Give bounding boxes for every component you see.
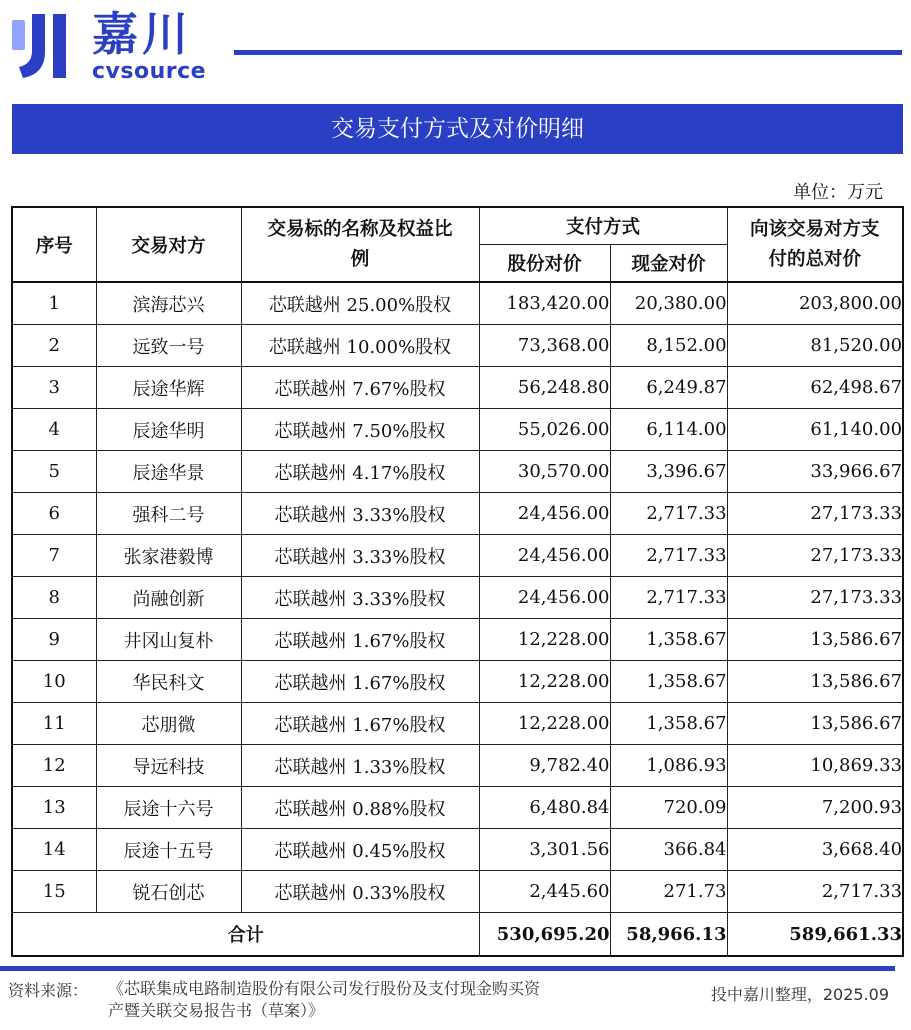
table-row [12, 451, 903, 493]
row-seq: 9 [12, 619, 96, 661]
row-share: 6,480.84 [479, 787, 610, 829]
total-row [12, 913, 903, 957]
row-cash: 2,717.33 [610, 577, 727, 619]
row-share: 24,456.00 [479, 577, 610, 619]
row-seq: 4 [12, 409, 96, 451]
row-cash: 6,249.87 [610, 367, 727, 409]
row-subject: 芯联越州 25.00%股权 [241, 282, 479, 325]
row-subject: 芯联越州 7.67%股权 [241, 367, 479, 409]
row-seq: 14 [12, 829, 96, 871]
row-cash: 6,114.00 [610, 409, 727, 451]
row-total: 27,173.33 [727, 493, 903, 535]
row-cash: 366.84 [610, 829, 727, 871]
logo-english-text: cvsource [92, 59, 207, 84]
row-share: 12,228.00 [479, 703, 610, 745]
row-seq: 15 [12, 871, 96, 913]
row-counterparty: 辰途华辉 [96, 367, 241, 409]
row-counterparty: 辰途十五号 [96, 829, 241, 871]
row-total: 10,869.33 [727, 745, 903, 787]
row-total: 13,586.67 [727, 619, 903, 661]
row-subject: 芯联越州 1.33%股权 [241, 745, 479, 787]
source-label: 资料来源： [8, 981, 89, 1000]
row-seq: 13 [12, 787, 96, 829]
row-total: 13,586.67 [727, 703, 903, 745]
row-total: 27,173.33 [727, 577, 903, 619]
total-share: 530,695.20 [479, 913, 610, 957]
row-share: 12,228.00 [479, 661, 610, 703]
row-subject: 芯联越州 4.17%股权 [241, 451, 479, 493]
row-share: 56,248.80 [479, 367, 610, 409]
row-share: 3,301.56 [479, 829, 610, 871]
row-seq: 11 [12, 703, 96, 745]
row-seq: 2 [12, 325, 96, 367]
row-total: 62,498.67 [727, 367, 903, 409]
row-share: 2,445.60 [479, 871, 610, 913]
source-credit: 投中嘉川整理，2025.09 [710, 985, 889, 1004]
row-cash: 2,717.33 [610, 535, 727, 577]
row-cash: 3,396.67 [610, 451, 727, 493]
total-cash: 58,966.13 [610, 913, 727, 957]
unit-label: 单位：万元 [793, 182, 883, 203]
row-counterparty: 尚融创新 [96, 577, 241, 619]
table-row [12, 367, 903, 409]
table-row [12, 493, 903, 535]
table-row [12, 619, 903, 661]
total-total: 589,661.33 [727, 913, 903, 957]
row-total: 2,717.33 [727, 871, 903, 913]
header-divider [234, 50, 902, 55]
total-label: 合计 [12, 913, 479, 957]
header-share: 股份对价 [479, 245, 610, 283]
row-share: 24,456.00 [479, 493, 610, 535]
row-subject: 芯联越州 3.33%股权 [241, 577, 479, 619]
row-subject: 芯联越州 3.33%股权 [241, 493, 479, 535]
logo-chinese-text: 嘉川 [92, 7, 192, 61]
row-share: 9,782.40 [479, 745, 610, 787]
row-total: 7,200.93 [727, 787, 903, 829]
row-subject: 芯联越州 1.67%股权 [241, 703, 479, 745]
row-total: 3,668.40 [727, 829, 903, 871]
row-total: 33,966.67 [727, 451, 903, 493]
table-row [12, 745, 903, 787]
row-seq: 5 [12, 451, 96, 493]
table-row [12, 535, 903, 577]
row-counterparty: 辰途十六号 [96, 787, 241, 829]
row-subject: 芯联越州 3.33%股权 [241, 535, 479, 577]
row-subject: 芯联越州 7.50%股权 [241, 409, 479, 451]
row-subject: 芯联越州 1.67%股权 [241, 661, 479, 703]
row-share: 55,026.00 [479, 409, 610, 451]
header-counterparty: 交易对方 [96, 207, 241, 282]
row-subject: 芯联越州 10.00%股权 [241, 325, 479, 367]
row-cash: 1,086.93 [610, 745, 727, 787]
row-seq: 3 [12, 367, 96, 409]
page-title: 交易支付方式及对价明细 [12, 104, 903, 154]
row-seq: 1 [12, 282, 96, 325]
row-cash: 1,358.67 [610, 661, 727, 703]
payment-table [11, 206, 904, 957]
table-row [12, 787, 903, 829]
row-cash: 271.73 [610, 871, 727, 913]
footer-divider [0, 966, 895, 971]
row-subject: 芯联越州 0.88%股权 [241, 787, 479, 829]
row-total: 61,140.00 [727, 409, 903, 451]
table-row [12, 703, 903, 745]
header-payment-method: 支付方式 [479, 207, 727, 245]
row-cash: 20,380.00 [610, 282, 727, 325]
header-total: 向该交易对方支付的总对价 [727, 207, 903, 282]
row-subject: 芯联越州 0.33%股权 [241, 871, 479, 913]
row-counterparty: 辰途华景 [96, 451, 241, 493]
row-seq: 6 [12, 493, 96, 535]
row-subject: 芯联越州 0.45%股权 [241, 829, 479, 871]
header-subject: 交易标的名称及权益比例 [241, 207, 479, 282]
row-share: 24,456.00 [479, 535, 610, 577]
header-cash: 现金对价 [610, 245, 727, 283]
cvsource-logo [12, 6, 212, 86]
table-row [12, 577, 903, 619]
cvsource-logo-mark-icon [12, 14, 74, 80]
header-seq: 序号 [12, 207, 96, 282]
row-counterparty: 远致一号 [96, 325, 241, 367]
row-cash: 720.09 [610, 787, 727, 829]
row-counterparty: 芯朋微 [96, 703, 241, 745]
row-subject: 芯联越州 1.67%股权 [241, 619, 479, 661]
table-row [12, 325, 903, 367]
row-counterparty: 华民科文 [96, 661, 241, 703]
row-counterparty: 张家港毅博 [96, 535, 241, 577]
row-seq: 10 [12, 661, 96, 703]
row-total: 203,800.00 [727, 282, 903, 325]
row-cash: 1,358.67 [610, 703, 727, 745]
row-counterparty: 锐石创芯 [96, 871, 241, 913]
row-counterparty: 导远科技 [96, 745, 241, 787]
row-total: 13,586.67 [727, 661, 903, 703]
row-share: 73,368.00 [479, 325, 610, 367]
row-counterparty: 滨海芯兴 [96, 282, 241, 325]
row-cash: 2,717.33 [610, 493, 727, 535]
source-text: 《芯联集成电路制造股份有限公司发行股份及支付现金购买资产暨关联交易报告书（草案）》 [108, 979, 541, 1020]
table-row [12, 661, 903, 703]
table-row [12, 871, 903, 913]
row-seq: 12 [12, 745, 96, 787]
row-total: 81,520.00 [727, 325, 903, 367]
table-row [12, 409, 903, 451]
row-share: 12,228.00 [479, 619, 610, 661]
row-cash: 8,152.00 [610, 325, 727, 367]
row-seq: 7 [12, 535, 96, 577]
row-seq: 8 [12, 577, 96, 619]
row-total: 27,173.33 [727, 535, 903, 577]
table-row [12, 829, 903, 871]
row-counterparty: 井冈山复朴 [96, 619, 241, 661]
row-counterparty: 强科二号 [96, 493, 241, 535]
row-share: 30,570.00 [479, 451, 610, 493]
row-share: 183,420.00 [479, 282, 610, 325]
row-counterparty: 辰途华明 [96, 409, 241, 451]
table-row [12, 282, 903, 325]
row-cash: 1,358.67 [610, 619, 727, 661]
